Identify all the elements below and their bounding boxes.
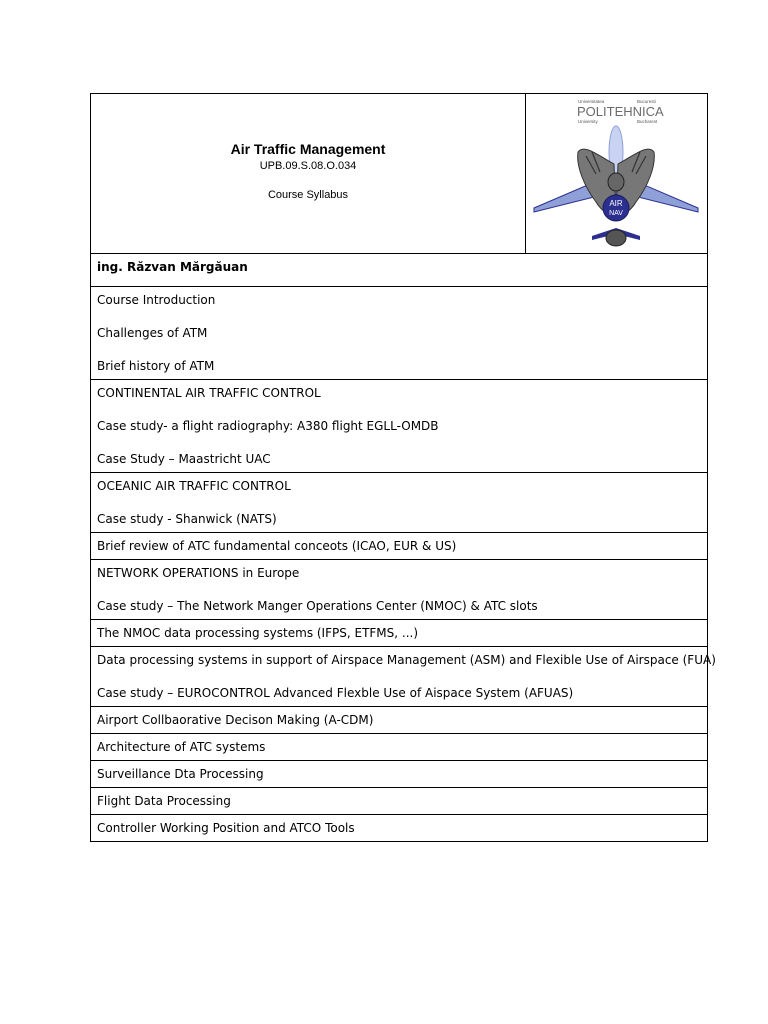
section-row [91,707,708,734]
section-row [91,533,708,560]
topic-line: Course Introduction [97,293,216,307]
author-row [91,254,708,287]
section-row [91,815,708,842]
section-row [91,560,708,620]
section-row [91,473,708,533]
section-row [91,734,708,761]
topic-line: NETWORK OPERATIONS in Europe [97,566,300,580]
topic-line: Data processing systems in support of Airspace Management (ASM) and Flexible Use of Airspace (FUA) [97,653,716,667]
logo-small-text-1: Universitatea [578,99,605,104]
topic-line: Case study - Shanwick (NATS) [97,512,277,526]
topic-line: Surveillance Dta Processing [97,767,264,781]
topic-line: The NMOC data processing systems (IFPS, ETFMS, ...) [97,626,419,640]
logo-small-text-3: University [578,119,598,124]
syllabus-table [90,93,716,842]
section-row [91,287,708,380]
eagle-airplane-emblem-icon [526,94,707,253]
section-row [91,647,708,707]
logo-badge-line2: NAV [609,210,623,217]
logo-university-name: POLITEHNICA [577,104,664,119]
topic-line: Airport Collbaorative Decison Making (A-CDM) [97,713,374,727]
logo-badge-line1: AIR [609,199,623,208]
topic-line: Case study – EUROCONTROL Advanced Flexble Use of Aispace System (AFUAS) [97,686,574,700]
logo-small-text-2: Bucuresti [637,99,656,104]
topic-line: Brief review of ATC fundamental conceots (ICAO, EUR & US) [97,539,457,553]
topic-line: Challenges of ATM [97,326,208,340]
course-title: Air Traffic Management [230,141,386,157]
topic-line: OCEANIC AIR TRAFFIC CONTROL [97,479,291,493]
topic-line: Case study – The Network Manger Operations Center (NMOC) & ATC slots [97,599,538,613]
header-cell [91,94,526,254]
author-cell [91,254,708,287]
topic-line: Controller Working Position and ATCO Tools [97,821,355,835]
logo-small-text-4: Bucharest [637,119,658,124]
topic-line: CONTINENTAL AIR TRAFFIC CONTROL [97,386,321,400]
topic-line: Case study- a flight radiography: A380 flight EGLL-OMDB [97,419,439,433]
instructor-name: ing. Răzvan Mărgăuan [97,260,248,274]
course-code: UPB.09.S.08.O.034 [259,160,357,172]
section-row [91,761,708,788]
topic-line: Flight Data Processing [97,794,231,808]
section-row [91,620,708,647]
header-row [91,94,708,254]
topic-line: Case Study – Maastricht UAC [97,452,271,466]
topic-line: Architecture of ATC systems [97,740,266,754]
topic-line: Brief history of ATM [97,359,215,373]
section-row [91,788,708,815]
logo-cell [526,94,708,254]
section-row [91,380,708,473]
course-subtitle: Course Syllabus [267,189,349,201]
